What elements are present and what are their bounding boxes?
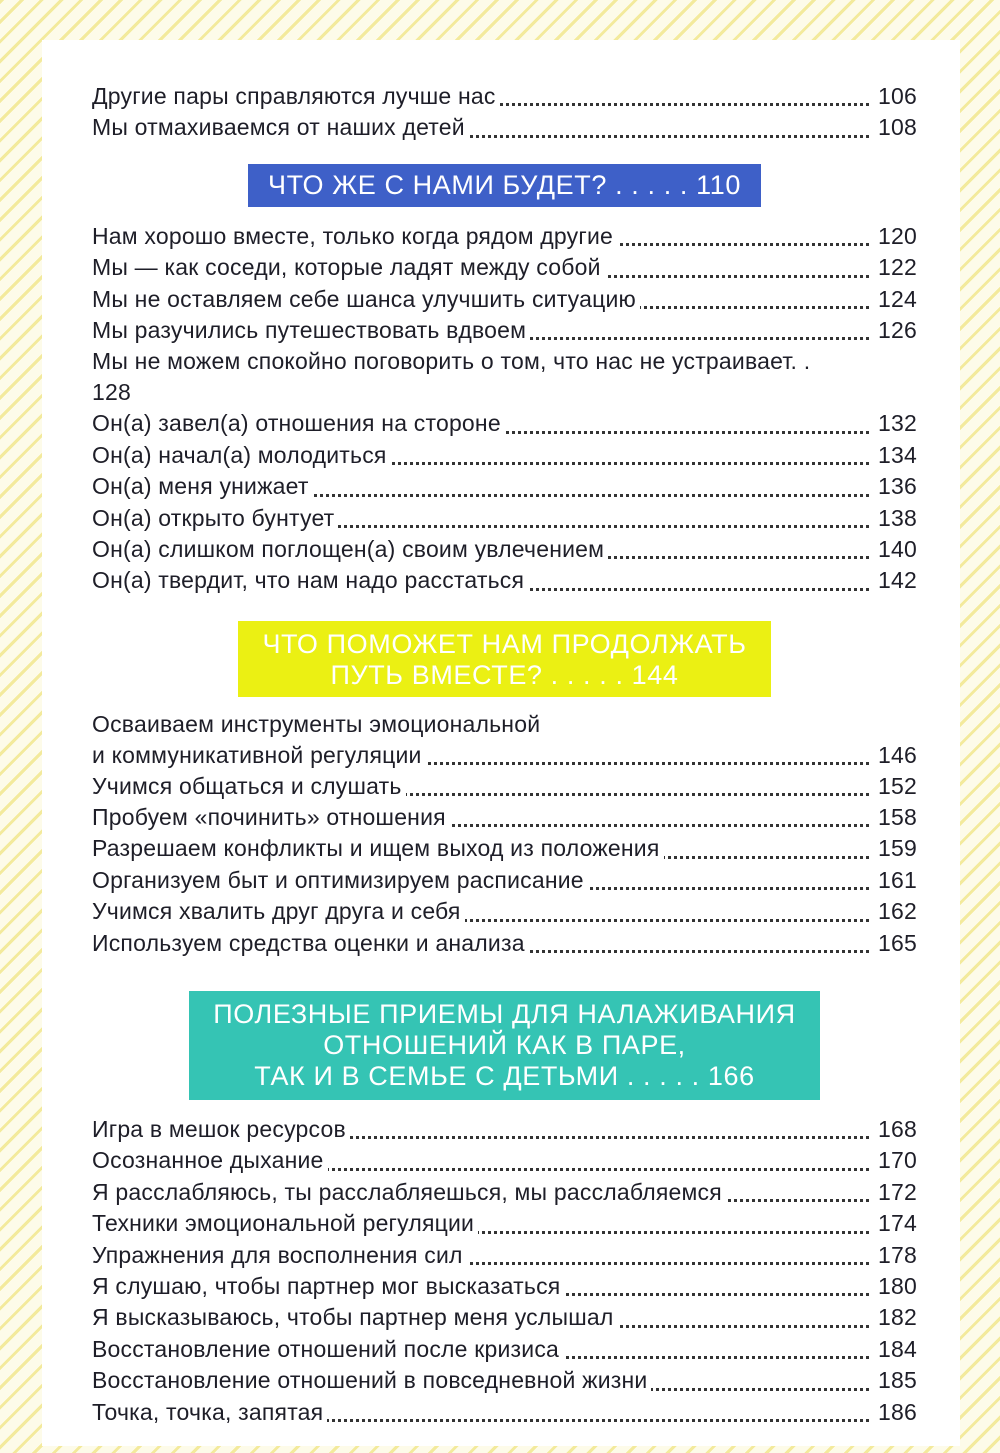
toc-section xyxy=(92,81,917,144)
entry-title: Мы отмахиваемся от наших детей xyxy=(92,112,469,143)
toc-entry xyxy=(92,802,917,833)
heading-line: ЧТО ПОМОЖЕТ НАМ ПРОДОЛЖАТЬ xyxy=(262,628,747,659)
entry-page: 128 xyxy=(92,379,131,406)
toc-entry xyxy=(92,1271,917,1302)
entry-title: Он(а) твердит, что нам надо расстаться xyxy=(92,565,528,596)
entry-page: 184 xyxy=(872,1334,917,1365)
toc-entry xyxy=(92,252,917,283)
entry-page: 186 xyxy=(872,1397,917,1428)
entry-page: 172 xyxy=(872,1177,917,1208)
entry-title: Он(а) начал(а) молодиться xyxy=(92,440,391,471)
entry-page: 182 xyxy=(872,1302,917,1333)
entry-title: Мы не оставляем себе шанса улучшить ситуацию xyxy=(92,284,640,315)
toc-entry xyxy=(92,284,917,315)
book-page xyxy=(42,40,960,1446)
entry-page: 138 xyxy=(872,503,917,534)
entry-page: 158 xyxy=(872,802,917,833)
toc-entry xyxy=(92,221,917,252)
toc-entry xyxy=(92,112,917,143)
entry-page: 136 xyxy=(872,471,917,502)
heading-line: ПУТЬ ВМЕСТЕ? . . . . . 144 xyxy=(330,659,679,690)
entry-title: Используем средства оценки и анализа xyxy=(92,928,529,959)
entry-page: 106 xyxy=(872,81,917,112)
entry-page: 124 xyxy=(872,284,917,315)
toc-entry xyxy=(92,440,917,471)
entry-title: Мы разучились путешествовать вдвоем xyxy=(92,315,530,346)
entry-page: 122 xyxy=(872,252,917,283)
entry-title: Игра в мешок ресурсов xyxy=(92,1114,350,1145)
entry-title: Мы — как соседи, которые ладят между собой xyxy=(92,252,605,283)
toc-entry xyxy=(92,1208,917,1239)
entry-title: Я слушаю, чтобы партнер мог высказаться xyxy=(92,1271,564,1302)
toc-entry xyxy=(92,346,917,408)
entry-title: Я расслабляюсь, ты расслабляешься, мы расслабляемся xyxy=(92,1177,726,1208)
table-of-contents xyxy=(92,81,917,1428)
toc-entry xyxy=(92,1145,917,1176)
toc-entry xyxy=(92,81,917,112)
entry-page: 165 xyxy=(872,928,917,959)
toc-entry xyxy=(92,771,917,802)
entry-title: Учимся хвалить друг друга и себя xyxy=(92,896,465,927)
entry-page: 140 xyxy=(872,534,917,565)
entry-title xyxy=(92,709,544,771)
heading-line: ОТНОШЕНИЙ КАК В ПАРЕ, xyxy=(323,1030,686,1061)
entry-page: 146 xyxy=(872,740,917,771)
entry-title: Пробуем «починить» отношения xyxy=(92,802,450,833)
toc-entry xyxy=(92,1397,917,1428)
entry-title: Нам хорошо вместе, только когда рядом другие xyxy=(92,221,617,252)
entry-title: Он(а) открыто бунтует xyxy=(92,503,338,534)
toc-entry xyxy=(92,315,917,346)
entry-title: Точка, точка, запятая xyxy=(92,1397,327,1428)
entry-title: Другие пары справляются лучше нас xyxy=(92,81,500,112)
entry-page: 132 xyxy=(872,408,917,439)
entry-page: 180 xyxy=(872,1271,917,1302)
toc-section xyxy=(92,991,917,1428)
toc-entry xyxy=(92,1334,917,1365)
heading-line: ПОЛЕЗНЫЕ ПРИЕМЫ ДЛЯ НАЛАЖИВАНИЯ xyxy=(213,999,796,1030)
section-heading xyxy=(248,164,761,207)
entry-title: Он(а) завел(а) отношения на стороне xyxy=(92,408,505,439)
toc-entry xyxy=(92,1365,917,1396)
entry-title: Организуем быт и оптимизируем расписание xyxy=(92,865,588,896)
entry-title: Техники эмоциональной регуляции xyxy=(92,1208,478,1239)
toc-entry xyxy=(92,896,917,927)
toc-entry xyxy=(92,833,917,864)
entry-page: 152 xyxy=(872,771,917,802)
toc-entry xyxy=(92,503,917,534)
entry-title: Он(а) слишком поглощен(а) своим увлечением xyxy=(92,534,608,565)
heading-line: ТАК И В СЕМЬЕ С ДЕТЬМИ . . . . . 166 xyxy=(254,1061,755,1092)
entry-page: 126 xyxy=(872,315,917,346)
entry-title: Упражнения для восполнения сил xyxy=(92,1240,467,1271)
toc-section xyxy=(92,621,917,959)
toc-entry xyxy=(92,534,917,565)
toc-entry xyxy=(92,865,917,896)
entry-title-line: Осваиваем инструменты эмоциональной xyxy=(92,709,540,740)
entry-page: 162 xyxy=(872,896,917,927)
entry-page: 170 xyxy=(872,1145,917,1176)
entry-page: 174 xyxy=(872,1208,917,1239)
entry-title: Осознанное дыхание xyxy=(92,1145,328,1176)
entry-title: Мы не можем спокойно поговорить о том, что нас не устраивает. . xyxy=(92,348,811,375)
toc-entry xyxy=(92,471,917,502)
entry-page: 134 xyxy=(872,440,917,471)
entry-title: Я высказываюсь, чтобы партнер меня услышал xyxy=(92,1302,618,1333)
entry-title: Восстановление отношений в повседневной жизни xyxy=(92,1365,651,1396)
toc-entry xyxy=(92,1302,917,1333)
toc-entry xyxy=(92,709,917,771)
entry-page: 142 xyxy=(872,565,917,596)
toc-entry xyxy=(92,1240,917,1271)
entry-title: Он(а) меня унижает xyxy=(92,471,313,502)
entry-page: 168 xyxy=(872,1114,917,1145)
heading-line: ЧТО ЖЕ С НАМИ БУДЕТ? . . . . . 110 xyxy=(268,169,741,200)
entry-title: Учимся общаться и слушать xyxy=(92,771,406,802)
entry-title: Разрешаем конфликты и ищем выход из положения xyxy=(92,833,664,864)
entry-title-line: и коммуникативной регуляции xyxy=(92,740,426,771)
toc-entry xyxy=(92,408,917,439)
entry-page: 161 xyxy=(872,865,917,896)
entry-page: 159 xyxy=(872,833,917,864)
section-heading xyxy=(189,991,819,1100)
toc-entry xyxy=(92,928,917,959)
entry-page: 178 xyxy=(872,1240,917,1271)
entry-title: Восстановление отношений после кризиса xyxy=(92,1334,563,1365)
toc-section xyxy=(92,164,917,597)
toc-entry xyxy=(92,565,917,596)
toc-entry xyxy=(92,1177,917,1208)
entry-page: 120 xyxy=(872,221,917,252)
entry-page: 185 xyxy=(872,1365,917,1396)
entry-page: 108 xyxy=(872,112,917,143)
toc-entry xyxy=(92,1114,917,1145)
section-heading xyxy=(238,621,770,697)
